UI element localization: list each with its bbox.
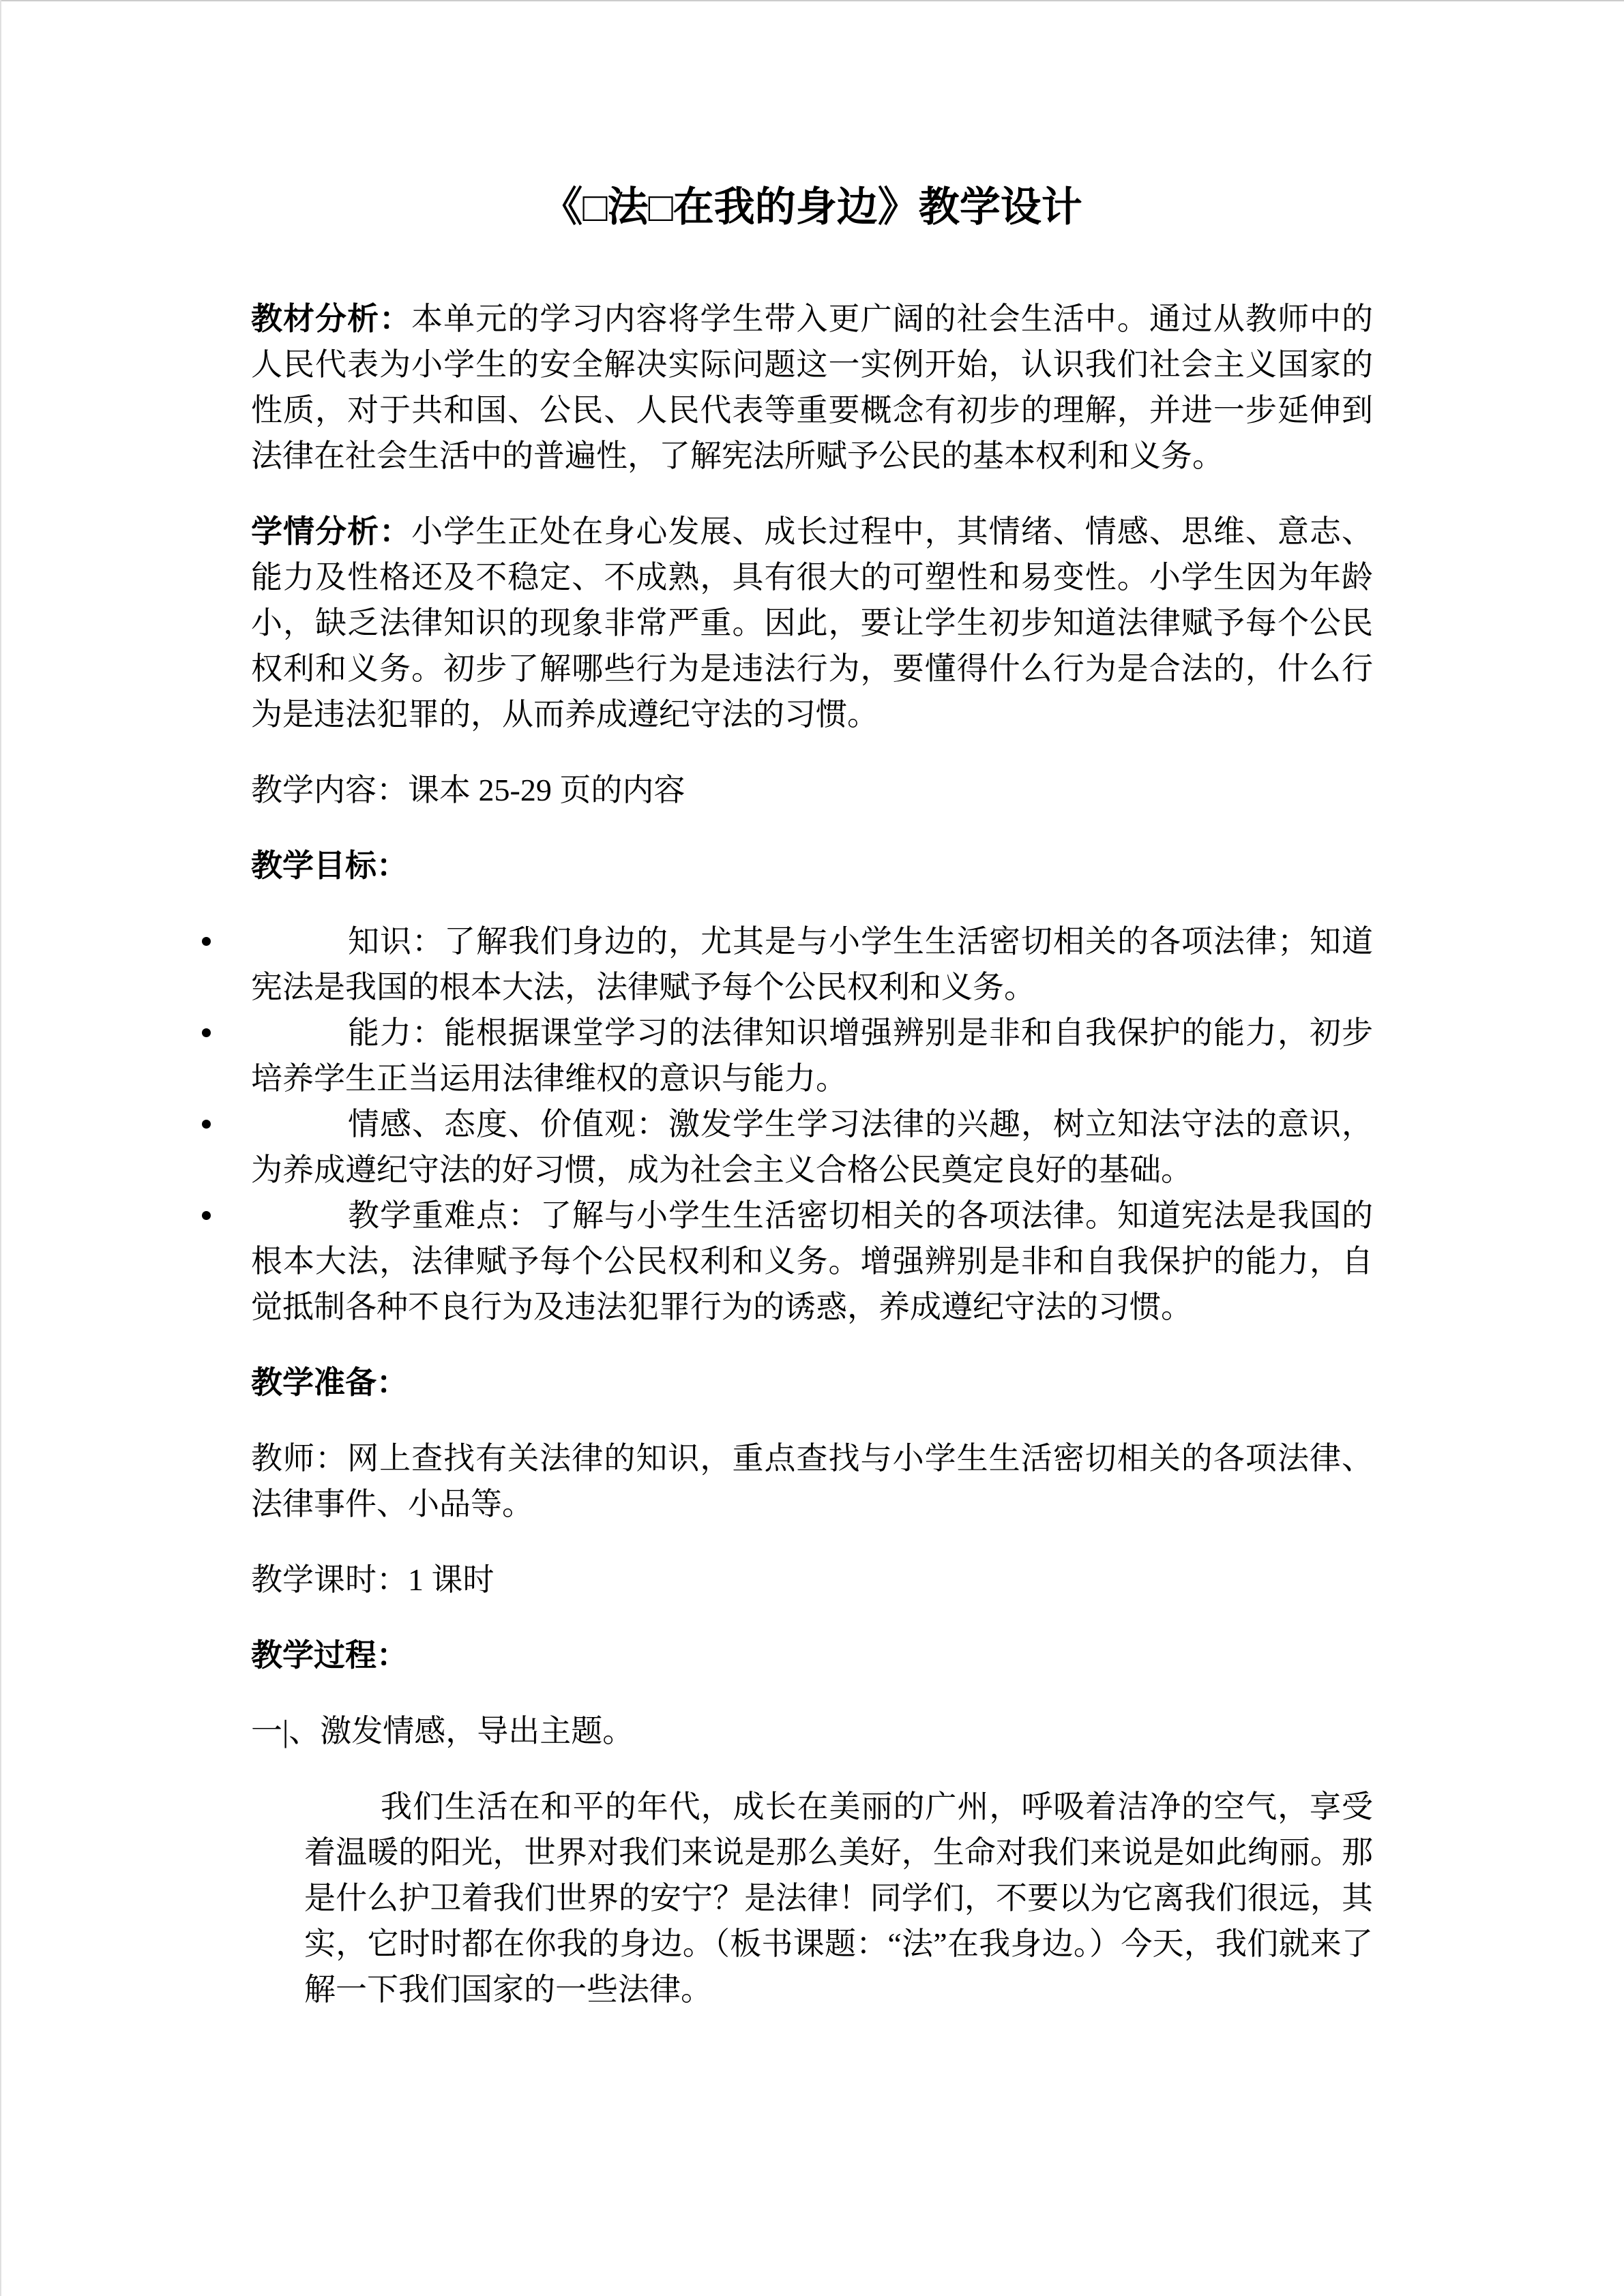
goal-ability-text: 能力：能根据课堂学习的法律知识增强辨别是非和自我保护的能力，初步培养学生正当运用法律维权的意识与能力。 <box>251 1015 1373 1096</box>
paragraph-teaching-content: 教学内容：课本 25-29 页的内容 <box>251 773 685 807</box>
paragraph-step-one: 一|、激发情感，导出主题。 <box>251 1714 634 1748</box>
page-top-edge-line <box>0 0 1624 1</box>
goal-emotion-text: 情感、态度、价值观：激发学生学习法律的兴趣，树立知法守法的意识，为养成遵纪守法的好习惯，成为社会主义合格公民奠定良好的基础。 <box>251 1107 1373 1187</box>
material-analysis-text: 本单元的学习内容将学生带入更广阔的社会生活中。通过从教师中的人民代表为小学生的安全解决实际问题这一实例开始，认识我们社会主义国家的性质，对于共和国、公民、人民代表等重要概念有初步的理解，并进一步延伸到法律在社会生活中的普遍性，了解宪法所赋予公民的基本权利和义务。 <box>251 301 1374 473</box>
heading-teaching-goals: 教学目标： <box>251 848 408 883</box>
bullet-icon <box>202 1120 211 1129</box>
bullet-icon <box>202 1028 211 1037</box>
bullet-icon <box>202 937 211 946</box>
heading-teaching-preparation: 教学准备： <box>251 1365 408 1400</box>
paragraph-class-hours: 教学课时：1 课时 <box>251 1562 494 1597</box>
teaching-goals-list <box>251 919 1373 1330</box>
learner-analysis-label: 学情分析： <box>251 514 412 549</box>
material-analysis-label: 教材分析： <box>251 301 412 336</box>
paragraph-introduction: 我们生活在和平的年代，成长在美丽的广州，呼吸着洁净的空气，享受着温暖的阳光，世界对我们来说是那么美好，生命对我们来说是如此绚丽。那是什么护卫着我们世界的安宁？是法律！同学们，不要以为它离我们很远，其实，它时时都在你我的身边。（板书课题：“法”在我身边。）今天，我们就来了解一下我们国家的一些法律。 <box>304 1789 1373 2007</box>
list-item <box>251 919 1373 1010</box>
document-title: 《□法□在我的身边》教学设计 <box>542 185 1082 230</box>
list-item <box>251 1010 1373 1101</box>
bullet-icon <box>202 1211 211 1220</box>
list-item <box>251 1101 1373 1193</box>
paragraph-material-analysis <box>251 296 1373 479</box>
list-item <box>251 1193 1373 1330</box>
goal-knowledge-text: 知识：了解我们身边的，尤其是与小学生生活密切相关的各项法律；知道宪法是我国的根本大法，法律赋予每个公民权利和义务。 <box>251 924 1373 1004</box>
heading-teaching-process: 教学过程： <box>251 1638 408 1673</box>
page-left-edge-line <box>0 0 1 2296</box>
goal-key-points-text: 教学重难点：了解与小学生生活密切相关的各项法律。知道宪法是我国的根本大法，法律赋予每个公民权利和义务。增强辨别是非和自我保护的能力，自觉抵制各种不良行为及违法犯罪行为的诱惑，养成遵纪守法的习惯。 <box>251 1198 1373 1324</box>
paragraph-teacher-preparation: 教师：网上查找有关法律的知识，重点查找与小学生生活密切相关的各项法律、法律事件、小品等。 <box>251 1441 1373 1521</box>
paragraph-learner-analysis <box>251 509 1373 737</box>
learner-analysis-text: 小学生正处在身心发展、成长过程中，其情绪、情感、思维、意志、能力及性格还及不稳定、不成熟，具有很大的可塑性和易变性。小学生因为年龄小，缺乏法律知识的现象非常严重。因此，要让学生初步知道法律赋予每个公民权利和义务。初步了解哪些行为是违法行为，要懂得什么行为是合法的，什么行为是违法犯罪的，从而养成遵纪守法的习惯。 <box>251 514 1374 732</box>
